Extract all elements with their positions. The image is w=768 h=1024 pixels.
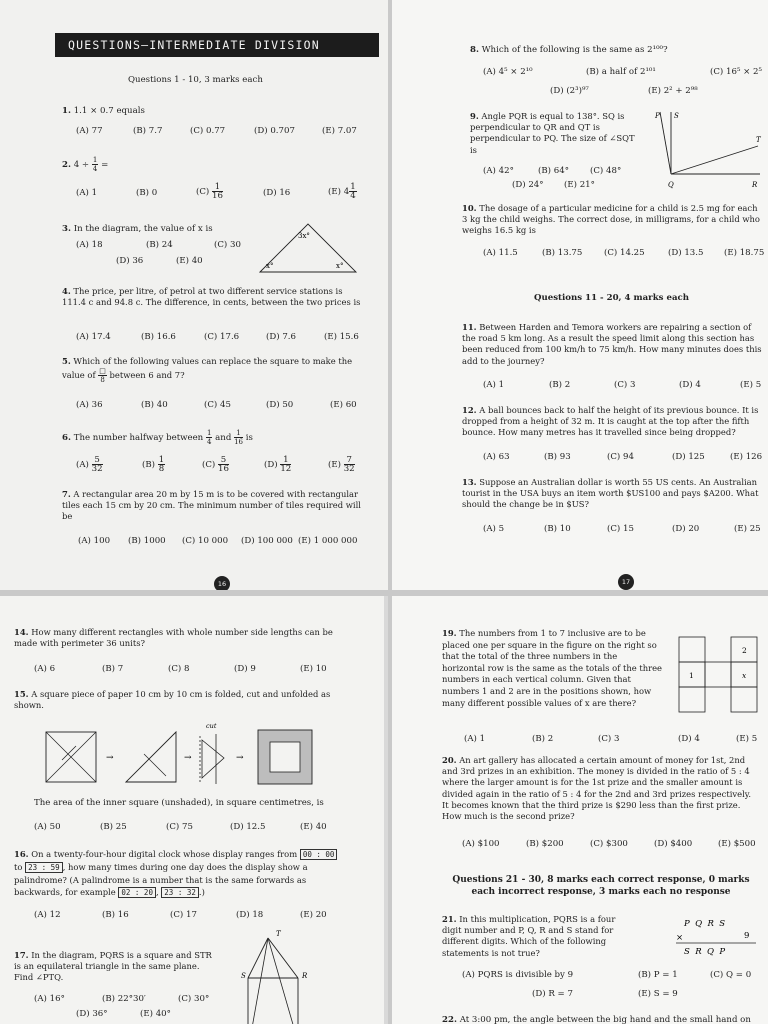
option-e: (E) 2² + 2⁹⁸: [648, 86, 698, 96]
option-e: (E) 1 000 000: [298, 536, 358, 546]
option-c: (C) $\frac{1}{16}$: [196, 182, 223, 201]
option-b: (B) 7: [102, 664, 124, 674]
option-e: (E) 10: [300, 664, 327, 674]
option-a: (A) 1: [483, 380, 505, 390]
question-5: 5. Which of the following values can replace the square to make the value of $\frac{□}{8}$ between 6 and 7?: [62, 356, 353, 385]
question-14: 14. How many different rectangles with whole number side lengths can be made with perimeter 36 units?: [14, 627, 333, 649]
arrow-3: →: [236, 753, 244, 763]
option-a: (A) 16°: [34, 994, 65, 1004]
question-4: 4. The price, per litre, of petrol at two different service stations is 111.4 c and 94.8 c. The difference, in cents, between the two prices is: [62, 286, 361, 308]
option-b: (B) P = 1: [638, 970, 678, 980]
question-13: 13. Suppose an Australian dollar is worth 55 US cents. An Australian tourist in the USA buys an item worth $US100 and pays $A200. What should the change be in $US?: [462, 477, 759, 510]
question-21: 21. In this multiplication, PQRS is a four digit number and P, Q, R and S stand for different digits. Which of the following statements is not true?: [442, 914, 616, 958]
option-b: (B) 64°: [538, 166, 569, 176]
question-2: 2. 4 ÷ $\frac{1}{4}$ =: [62, 156, 109, 173]
mult-multiplier: 9: [744, 931, 750, 941]
option-b: (B) 7.7: [133, 126, 163, 136]
cut-label: cut: [206, 722, 217, 730]
label-t: T: [276, 930, 281, 938]
division-banner: QUESTIONS–INTERMEDIATE DIVISION: [55, 33, 379, 57]
number-grid: [678, 636, 758, 714]
option-c: (C) 17: [170, 910, 197, 920]
option-e: (E) 7.07: [322, 126, 357, 136]
arrow-1: →: [106, 753, 114, 763]
question-20: 20. An art gallery has allocated a certain amount of money for 1st, 2nd and 3rd prizes in an exhibition. The money is divided in the ratio of 5 : 4 where the larger amount is for the 1st prize and the smaller amount is divided again in the ratio of 5 : 4 for the 2nd and 3rd prizes respectively. It becomes known that the third prize is $290 less than the first prize. How much is the second prize?: [442, 755, 752, 822]
option-e: (E) 4 $\frac{1}{4}$: [328, 182, 356, 201]
option-c: (C) 15: [607, 524, 634, 534]
option-c: (C) 8: [168, 664, 190, 674]
option-a: (A) 50: [34, 822, 61, 832]
option-b: (B) 25: [100, 822, 127, 832]
multiplication-diagram: [674, 916, 760, 966]
option-d: (D) 9: [234, 664, 256, 674]
option-b: (B) 24: [146, 240, 173, 250]
option-a: (A) 6: [34, 664, 56, 674]
page-number: 16: [214, 576, 230, 590]
label-s: S: [674, 112, 679, 120]
option-b: (B) $200: [526, 839, 564, 849]
option-e: (E) 40: [176, 256, 203, 266]
option-b: (B) 2: [549, 380, 571, 390]
question-19: 19. The numbers from 1 to 7 inclusive are to be placed one per square in the figure on the right so that the total of the three numbers in the horizontal row is the same as the totals of the three numbers in each vertical column. Given that numbers 1 and 2 are in the positions shown, how many different possible values of x are there?: [442, 628, 663, 708]
clock-display-box: 23 : 59: [25, 862, 63, 873]
triangle-diagram: [258, 220, 358, 276]
label-p: P: [655, 112, 660, 120]
option-e: (E) 5: [736, 734, 758, 744]
option-a: (A) 5: [483, 524, 505, 534]
grid-value-2: 2: [742, 646, 747, 655]
option-d: (D) 12.5: [230, 822, 266, 832]
option-d: (D) 16: [263, 188, 291, 198]
page-gutter: [388, 0, 392, 1024]
option-c: (C) $300: [590, 839, 628, 849]
question-22: 22. At 3:00 pm, the angle between the big hand and the small hand on: [442, 1015, 751, 1024]
question-3: 3. In the diagram, the value of x is: [62, 224, 213, 234]
option-b: (B) 2: [532, 734, 554, 744]
option-c: (C) 17.6: [204, 332, 240, 342]
option-c: (C) 3: [598, 734, 620, 744]
question-9: 9. Angle PQR is equal to 138°. SQ is perpendicular to QR and QT is perpendicular to PQ. The size of ∠SQT is: [470, 111, 635, 155]
option-d: (D) 0.707: [254, 126, 295, 136]
option-d: (D) R = 7: [532, 989, 573, 999]
mult-times-sign: ×: [676, 933, 684, 943]
option-a: (A) 18: [76, 240, 103, 250]
mult-top-row: P Q R S: [684, 919, 726, 929]
label-r: R: [752, 181, 758, 189]
option-c: (C) 45: [204, 400, 231, 410]
option-c: (C) 0.77: [190, 126, 226, 136]
grid-value-1: 1: [689, 671, 694, 680]
clock-display-box: 23 : 32: [161, 887, 199, 898]
option-c: (C) Q = 0: [710, 970, 752, 980]
option-a: (A) 12: [34, 910, 61, 920]
fraction: $\frac{1}{4}$: [92, 156, 98, 173]
label-q: Q: [668, 181, 674, 189]
page-divider: [0, 590, 768, 596]
option-a: (A) PQRS is divisible by 9: [462, 970, 574, 980]
option-e: (E) 25: [734, 524, 761, 534]
angle-label-top: 3x°: [298, 232, 310, 240]
option-a: (A) $100: [462, 839, 500, 849]
fold-cut-diagram: [40, 720, 340, 790]
option-e: (E) 40: [300, 822, 327, 832]
option-e: (E) 5: [740, 380, 762, 390]
option-a: (A) 77: [76, 126, 103, 136]
option-a: (A) 17.4: [76, 332, 111, 342]
option-c: (C) 14.25: [604, 248, 645, 258]
option-c: (C) $\frac{5}{16}$: [202, 455, 229, 474]
grid-value-x: x: [742, 671, 747, 680]
option-a: (A) 100: [78, 536, 111, 546]
angle-label-left: x°: [266, 262, 274, 270]
page-17: [392, 0, 768, 590]
angle-label-right: x°: [336, 262, 344, 270]
option-d: (D) $\frac{1}{12}$: [264, 455, 292, 474]
question-15-text-2: The area of the inner square (unshaded), in square centimetres, is: [34, 798, 324, 808]
option-c: (C) 10 000: [182, 536, 229, 546]
square-triangle-diagram: [238, 930, 318, 1024]
option-d: (D) 24°: [512, 180, 544, 190]
page-number: 17: [618, 574, 634, 590]
arrow-2: →: [184, 753, 192, 763]
question-10: 10. The dosage of a particular medicine for a child is 2.5 mg for each 3 kg the child weighs. The correct dose, in milligrams, for a child who weighs 16.5 kg is: [462, 203, 760, 236]
option-c: (C) 16⁵ × 2⁵: [710, 67, 762, 77]
option-c: (C) 3: [614, 380, 636, 390]
section-heading-11-20: Questions 11 - 20, 4 marks each: [534, 293, 689, 303]
page-18: [0, 596, 384, 1024]
option-b: (B) 13.75: [542, 248, 583, 258]
option-b: (B) a half of 2¹⁰¹: [586, 67, 656, 77]
option-d: (D) $400: [654, 839, 693, 849]
page-19: [392, 596, 768, 1024]
option-d: (D) 7.6: [266, 332, 296, 342]
label-r: R: [302, 972, 308, 980]
option-d: (D) 4: [679, 380, 701, 390]
question-8: 8. Which of the following is the same as 2¹⁰⁰?: [470, 45, 668, 55]
section-heading-1-10: Questions 1 - 10, 3 marks each: [128, 75, 263, 85]
question-12: 12. A ball bounces back to half the height of its previous bounce. It is dropped from a height of 32 m. It is caught at the top after the fifth bounce. How many metres has it travelled since being dropped?: [462, 405, 759, 438]
option-e: (E) 15.6: [324, 332, 359, 342]
option-a: (A) $\frac{5}{32}$: [76, 455, 103, 474]
option-c: (C) 75: [166, 822, 193, 832]
option-e: (E) 18.75: [724, 248, 765, 258]
angle-diagram: [654, 108, 764, 190]
option-b: (B) 93: [544, 452, 571, 462]
option-c: (C) 30: [214, 240, 241, 250]
option-d: (D) 125: [672, 452, 705, 462]
clock-display-box: 00 : 00: [300, 849, 338, 860]
option-d: (D) 100 000: [241, 536, 293, 546]
option-e: (E) $\frac{7}{32}$: [328, 455, 355, 474]
option-a: (A) 11.5: [483, 248, 518, 258]
section-heading-21-30: Questions 21 - 30, 8 marks each correct response, 0 marks each incorrect response, 3 marks each no response: [452, 875, 750, 897]
question-11: 11. Between Harden and Temora workers are repairing a section of the road 5 km long. As a result the speed limit along this section has been reduced from 100 km/h to 75 km/h. How many minutes does this add to the journey?: [462, 322, 762, 366]
option-a: (A) 1: [464, 734, 486, 744]
label-t: T: [756, 136, 761, 144]
option-a: (A) 42°: [483, 166, 514, 176]
question-17: 17. In the diagram, PQRS is a square and STR is an equilateral triangle in the same plane. Find ∠PTQ.: [14, 950, 212, 983]
option-d: (D) 36°: [76, 1009, 108, 1019]
option-a: (A) 36: [76, 400, 103, 410]
question-15: 15. A square piece of paper 10 cm by 10 cm is folded, cut and unfolded as shown.: [14, 689, 331, 711]
option-e: (E) 40°: [140, 1009, 171, 1019]
option-d: (D) 18: [236, 910, 264, 920]
option-d: (D) 20: [672, 524, 700, 534]
option-e: (E) 60: [330, 400, 357, 410]
option-d: (D) 13.5: [668, 248, 704, 258]
option-b: (B) 1000: [128, 536, 166, 546]
option-e: (E) 21°: [564, 180, 595, 190]
option-a: (A) 1: [76, 188, 98, 198]
option-e: (E) S = 9: [638, 989, 678, 999]
option-b: (B) 0: [136, 188, 158, 198]
fraction: $\frac{□}{8}$: [99, 367, 106, 385]
option-b: (B) 40: [141, 400, 168, 410]
option-c: (C) 48°: [590, 166, 622, 176]
option-c: (C) 30°: [178, 994, 210, 1004]
option-d: (D) (2³)⁹⁷: [550, 86, 589, 96]
question-6: 6. The number halfway between $\frac{1}{4}$ and $\frac{1}{16}$ is: [62, 429, 253, 446]
question-7: 7. A rectangular area 20 m by 15 m is to be covered with rectangular tiles each 15 cm by 20 cm. The minimum number of tiles required will be: [62, 489, 361, 522]
question-16: 16. On a twenty-four-hour digital clock whose display ranges from 00 : 00 to 23 : 59 , how many times during one day does the display show a palindrome? (A palindrome is a number that is the same forwards as backwards, for example 02 : 20 , 23 : 32 .): [14, 848, 348, 899]
option-e: (E) 20: [300, 910, 327, 920]
option-b: (B) 16: [102, 910, 129, 920]
option-b: (B) 16.6: [141, 332, 176, 342]
question-1: 1. 1.1 × 0.7 equals: [62, 106, 145, 116]
option-e: (E) $500: [718, 839, 756, 849]
clock-display-box: 02 : 20: [118, 887, 156, 898]
label-s: S: [241, 972, 246, 980]
option-d: (D) 4: [678, 734, 700, 744]
option-d: (D) 36: [116, 256, 144, 266]
option-a: (A) 4⁵ × 2¹⁰: [483, 67, 533, 77]
option-a: (A) 63: [483, 452, 510, 462]
option-c: (C) 94: [607, 452, 634, 462]
page-16: [0, 0, 388, 590]
option-d: (D) 50: [266, 400, 294, 410]
mult-result-row: S R Q P: [684, 947, 726, 957]
option-b: (B) 10: [544, 524, 571, 534]
option-b: (B) 22°30′: [102, 994, 146, 1004]
option-e: (E) 126: [730, 452, 763, 462]
option-b: (B) $\frac{1}{8}$: [142, 455, 165, 474]
